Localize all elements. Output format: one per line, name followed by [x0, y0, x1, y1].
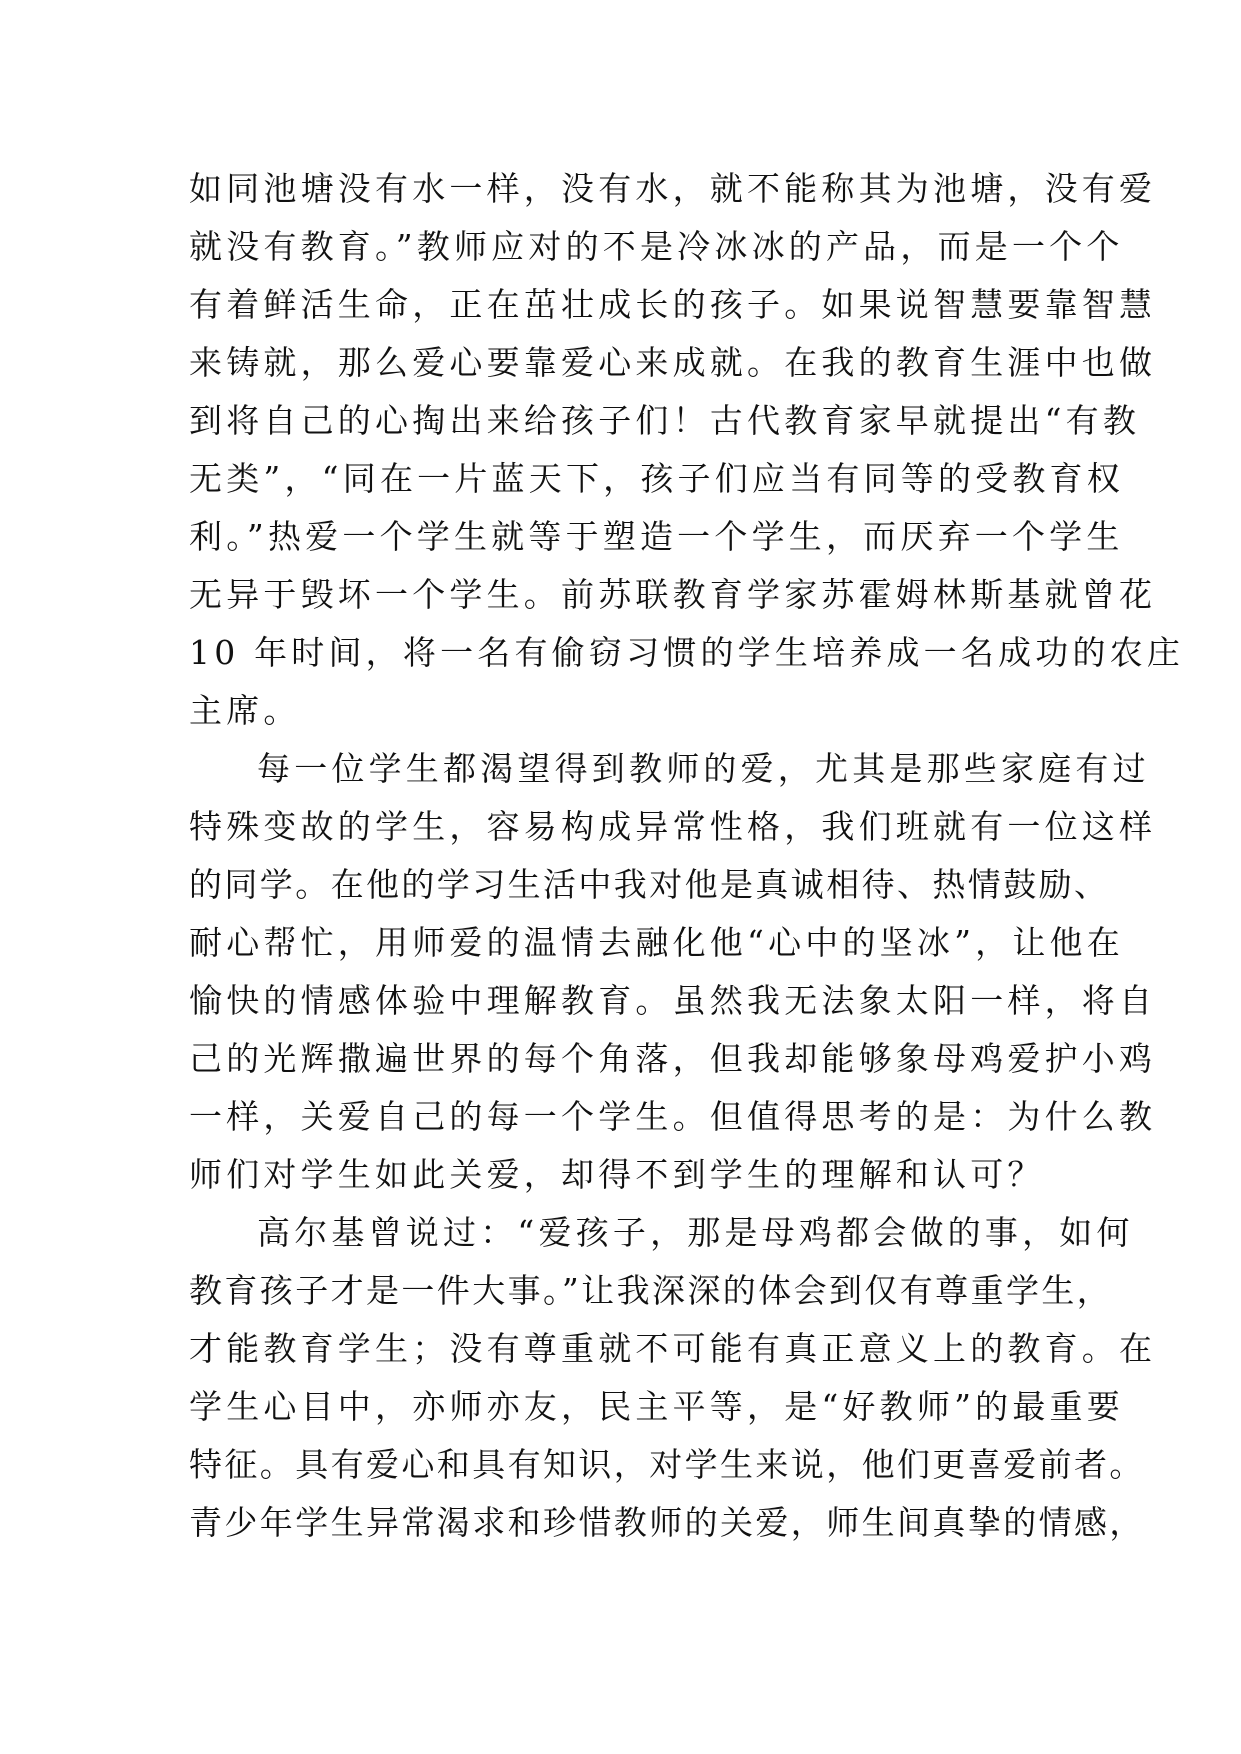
paragraph-first-line: 高尔基曾说过：“爱孩子，那是母鸡都会做的事，如何 [257, 1213, 1134, 1252]
text-line: 10 年时间，将一名有偷窃习惯的学生培养成一名成功的农庄 [189, 633, 1185, 672]
text-line: 到将自己的心掏出来给孩子们！古代教育家早就提出“有教 [189, 401, 1141, 440]
text-line: 愉快的情感体验中理解教育。虽然我无法象太阳一样，将自 [189, 981, 1157, 1020]
text-line: 的同学。在他的学习生活中我对他是真诚相待、热情鼓励、 [189, 865, 1110, 904]
text-line: 就没有教育。”教师应对的不是冷冰冰的产品，而是一个个 [189, 227, 1124, 266]
text-line: 特征。具有爱心和具有知识，对学生来说，他们更喜爱前者。 [189, 1445, 1145, 1484]
text-line: 一样，关爱自己的每一个学生。但值得思考的是：为什么教 [189, 1097, 1157, 1136]
text-line: 己的光辉撒遍世界的每个角落，但我却能够象母鸡爱护小鸡 [189, 1039, 1157, 1078]
text-line: 耐心帮忙，用师爱的温情去融化他“心中的坚冰”，让他在 [189, 923, 1124, 962]
text-line: 主席。 [189, 691, 301, 730]
text-line: 学生心目中，亦师亦友，民主平等，是“好教师”的最重要 [189, 1387, 1124, 1426]
text-line: 如同池塘没有水一样，没有水，就不能称其为池塘，没有爱 [189, 169, 1157, 208]
text-line: 才能教育学生；没有尊重就不可能有真正意义上的教育。在 [189, 1329, 1157, 1368]
text-line: 青少年学生异常渴求和珍惜教师的关爱，师生间真挚的情感， [189, 1503, 1145, 1542]
text-line: 利。”热爱一个学生就等于塑造一个学生，而厌弃一个学生 [189, 517, 1124, 556]
text-line: 教育孩子才是一件大事。”让我深深的体会到仅有尊重学生， [189, 1271, 1113, 1310]
document-body [189, 160, 1185, 1552]
text-line: 无异于毁坏一个学生。前苏联教育学家苏霍姆林斯基就曾花 [189, 575, 1157, 614]
paragraph-first-line: 每一位学生都渴望得到教师的爱，尤其是那些家庭有过 [257, 749, 1150, 788]
text-line: 有着鲜活生命，正在茁壮成长的孩子。如果说智慧要靠智慧 [189, 285, 1157, 324]
text-line: 无类”，“同在一片蓝天下，孩子们应当有同等的受教育权 [189, 459, 1124, 498]
text-line: 来铸就，那么爱心要靠爱心来成就。在我的教育生涯中也做 [189, 343, 1157, 382]
text-line: 师们对学生如此关爱，却得不到学生的理解和认可？ [189, 1155, 1045, 1194]
text-line: 特殊变故的学生，容易构成异常性格，我们班就有一位这样 [189, 807, 1157, 846]
